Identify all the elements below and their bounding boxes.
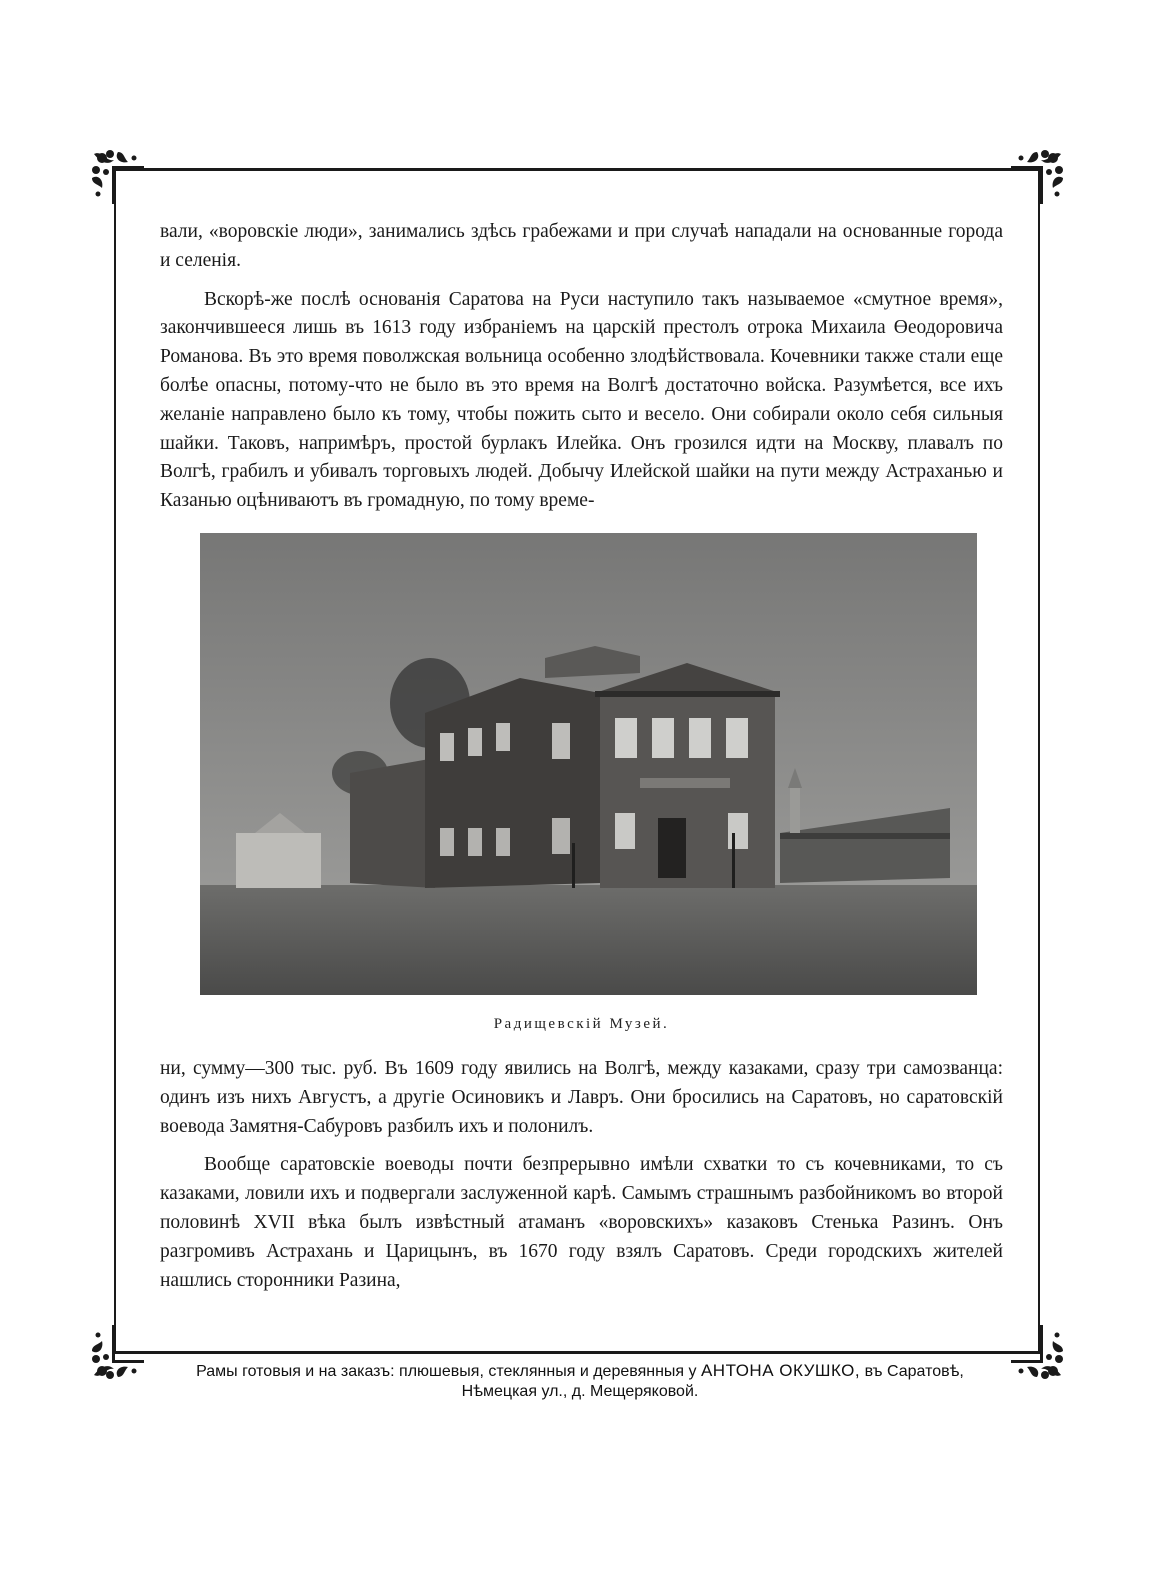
corner-ornament-icon (88, 148, 144, 204)
advertisement-line-1 (130, 1361, 1030, 1382)
advertisement-suffix: въ Саратовѣ, (864, 1363, 964, 1380)
body-text-top (160, 218, 1003, 516)
frame-border-bottom (114, 1351, 1040, 1354)
paragraph: Вообще саратовскіе воеводы почти безпрерывно имѣли схватки то съ кочевниками, то съ казаками, ловили ихъ и подвергали заслуженной карѣ. Самымъ страшнымъ разбойникомъ во второй половинѣ XVII вѣка былъ извѣстный атаманъ «воровскихъ» казаковъ Стенька Разинъ. Онъ разгромивъ Астрахань и Царицынъ, въ 1670 году взялъ Саратовъ. Среди городскихъ жителей нашлись сторонники Разина, (160, 1154, 1003, 1291)
frame-border-top (114, 168, 1040, 171)
advertiser-name: АНТОНА ОКУШКО, (700, 1361, 861, 1380)
paragraph: ни, сумму—300 тыс. руб. Въ 1609 году явились на Волгѣ, между казаками, сразу три самозванца: одинъ изъ нихъ Августъ, а другіе Осиновикъ и Лавръ. Они бросились на Саратовъ, но саратовскій воевода Замятня-Сабуровъ разбилъ ихъ и полонилъ. (160, 1058, 1003, 1137)
photo-caption: Радищевскій Музей. (493, 1016, 670, 1032)
advertisement-footer (130, 1361, 1030, 1402)
advertisement-prefix: Рамы готовыя и на заказъ: плюшевыя, стеклянныя и деревянныя у (196, 1363, 697, 1380)
frame-border-left (114, 168, 116, 1353)
paragraph: вали, «воровскіе люди», занимались здѣсь грабежами и при случаѣ нападали на основанные города и селенія. (160, 221, 1003, 271)
museum-photograph (200, 533, 977, 995)
advertisement-address: Нѣмецкая ул., д. Мещеряковой. (461, 1383, 699, 1400)
corner-ornament-icon (1011, 148, 1067, 204)
body-text-bottom (160, 1055, 1003, 1295)
paragraph: Вскорѣ-же послѣ основанія Саратова на Руси наступило такъ называемое «смутное время», закончившееся лишь въ 1613 году избраніемъ на царскій престолъ отрока Михаила Өеодоровича Романова. Въ это время поволжская вольница особенно злодѣйствовала. Кочевники также стали еще болѣе опасны, потому-что не было въ это время на Волгѣ достаточно войска. Разумѣется, все ихъ желаніе направлено было къ тому, чтобы пожить сыто и весело. Они собирали около себя сильныя шайки. Таковъ, напримѣръ, простой бурлакъ Илейка. Онъ грозился идти на Москву, плавалъ по Волгѣ, грабилъ и убивалъ торговыхъ людей. Добычу Илейской шайки на пути между Астраханью и Казанью оцѣниваютъ въ громадную, по тому време- (160, 288, 1003, 512)
frame-border-right (1038, 168, 1040, 1353)
